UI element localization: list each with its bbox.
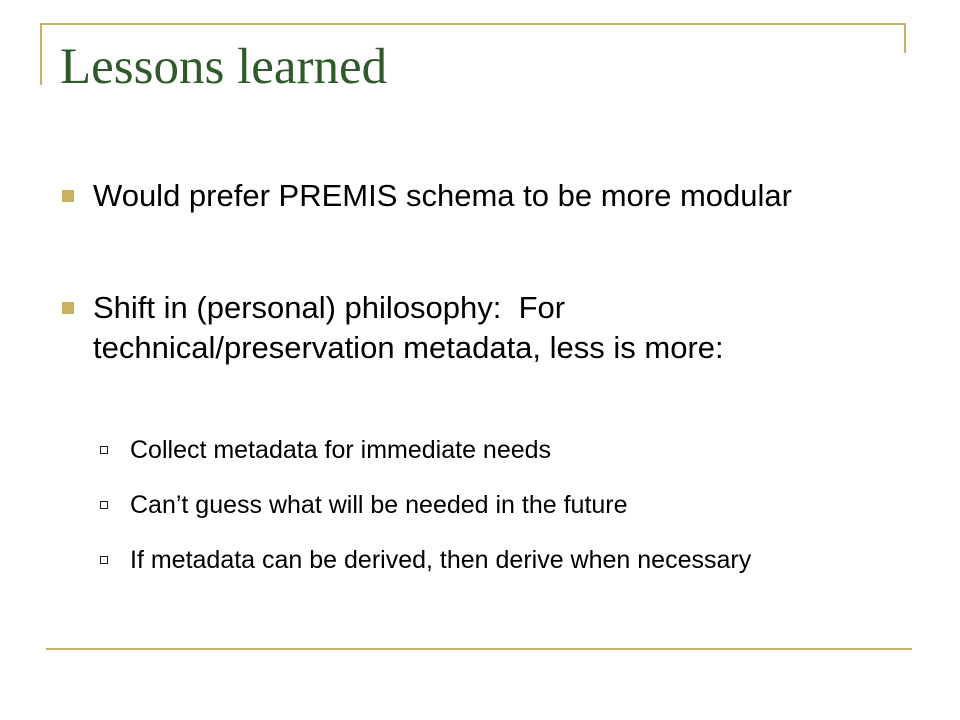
sub-bullet-text: Can’t guess what will be needed in the future (130, 491, 628, 519)
hollow-square-bullet-icon (100, 556, 108, 564)
bullet-item (93, 288, 873, 368)
sub-bullet-item (130, 433, 870, 468)
bullet-text: Shift in (personal) philosophy: For technical/preservation metadata, less is more: (93, 290, 724, 365)
sub-bullet-item (130, 488, 870, 523)
bullet-item (93, 176, 873, 216)
hollow-square-bullet-icon (100, 446, 108, 454)
slide-title: Lessons learned (60, 39, 388, 95)
square-bullet-icon (62, 302, 74, 314)
bullet-text: Would prefer PREMIS schema to be more modular (93, 178, 792, 213)
sub-bullet-text: Collect metadata for immediate needs (130, 436, 552, 464)
hollow-square-bullet-icon (100, 501, 108, 509)
sub-bullet-item (130, 543, 870, 578)
square-bullet-icon (62, 190, 74, 202)
sub-bullet-text: If metadata can be derived, then derive when necessary (130, 546, 752, 574)
